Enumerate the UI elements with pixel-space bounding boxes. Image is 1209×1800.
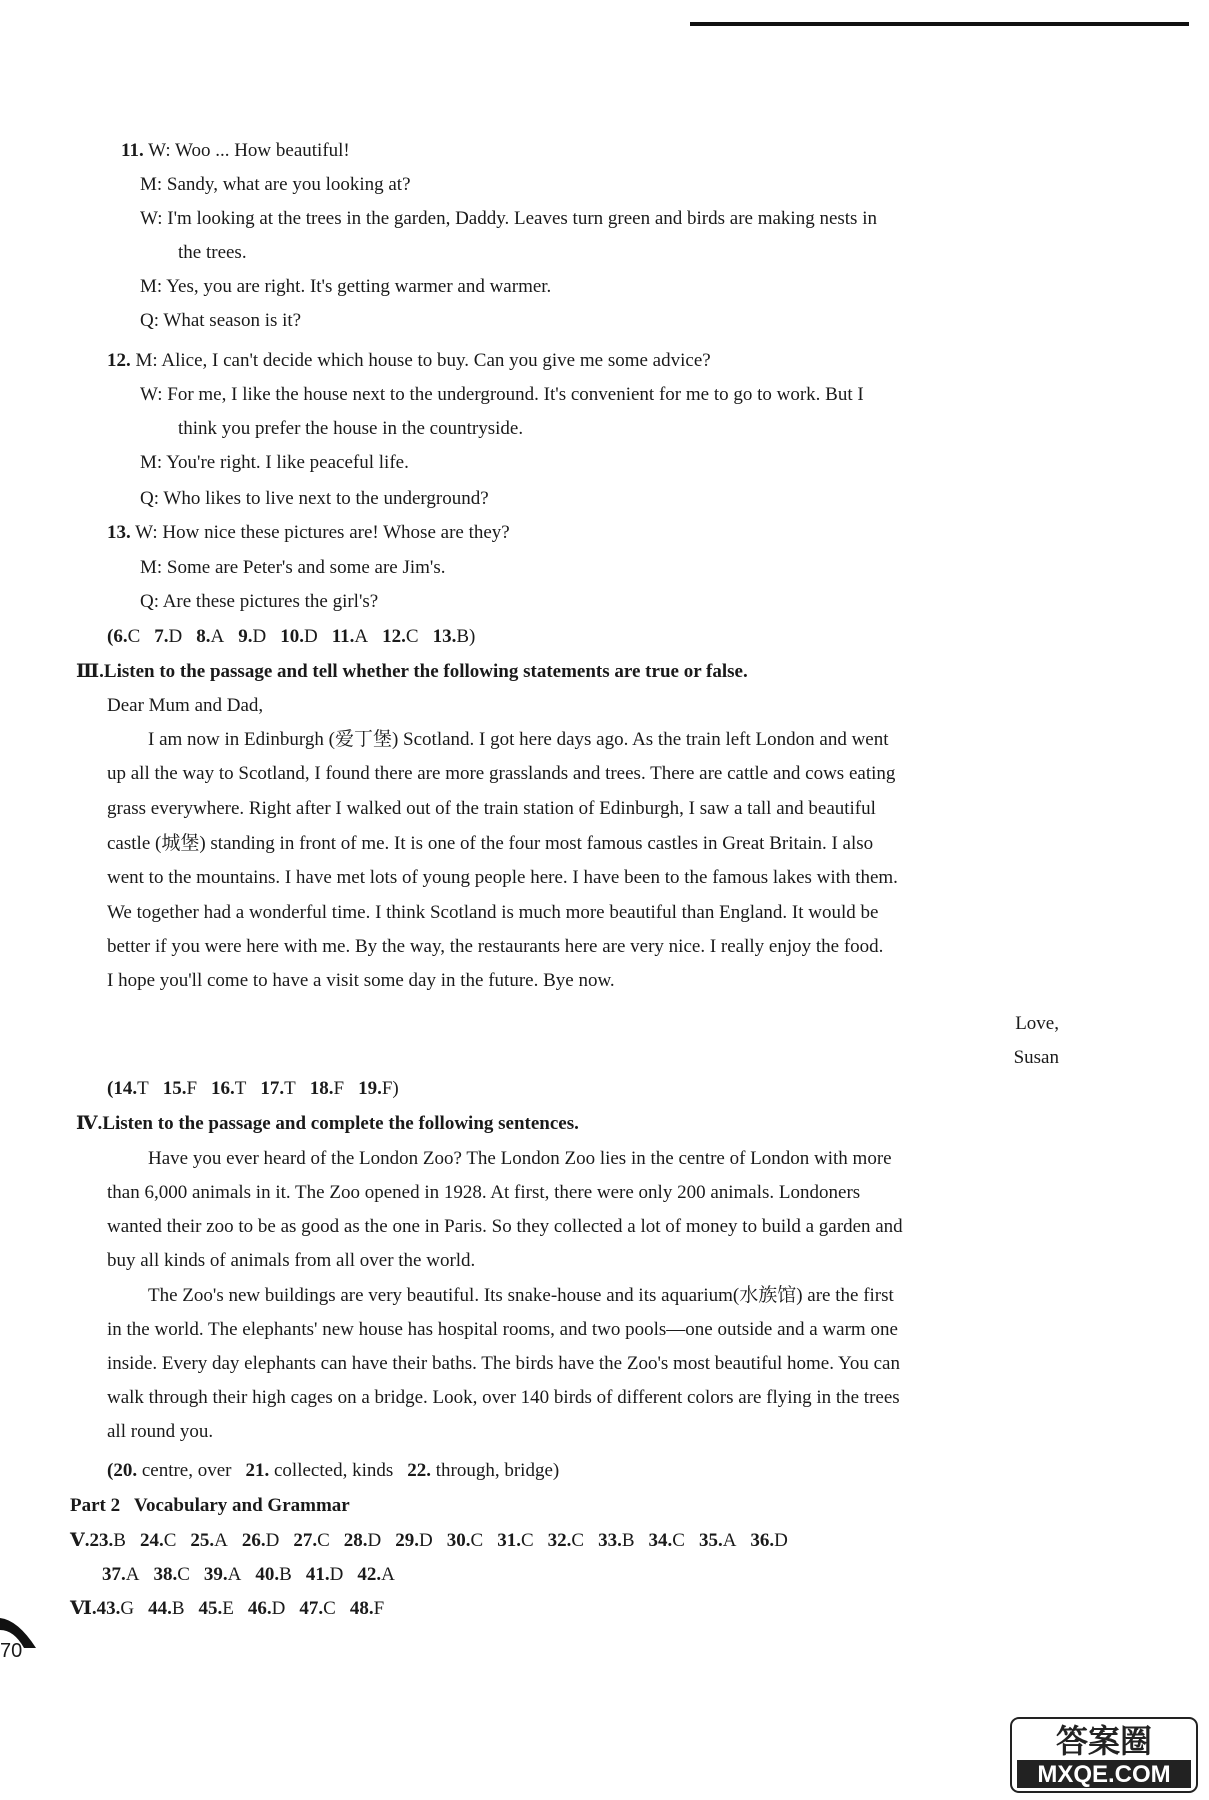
answer-number: 8.: [196, 626, 211, 647]
answer-number: 33.: [598, 1530, 622, 1551]
passage-p1-line-2: than 6,000 animals in it. The Zoo opened in 1928. At first, there were only 200 animals. Londoners: [107, 1182, 861, 1203]
passage-p1-line-4: buy all kinds of animals from all over the world.: [107, 1250, 476, 1271]
section-4-numeral: Ⅳ.: [76, 1113, 103, 1134]
answer-value: D: [265, 1530, 280, 1551]
answer-number: 17.: [260, 1078, 285, 1099]
answer-number: 9.: [238, 626, 253, 647]
answer-number: 35.: [698, 1530, 723, 1551]
dialogue-12-line-2: W: For me, I like the house next to the underground. It's convenient for me to go to work. But I: [140, 384, 864, 405]
answer-value: C: [520, 1530, 534, 1551]
answer-number: 26.: [241, 1530, 266, 1551]
dialogue-11-line-6: Q: What season is it?: [140, 310, 302, 331]
answer-value: A: [214, 1530, 228, 1551]
dialogue-11-line-4: the trees.: [178, 242, 247, 263]
answer-value: B: [171, 1598, 185, 1619]
answer-number: 48.: [349, 1598, 374, 1619]
watermark-bottom: MXQE.COM: [1037, 1761, 1171, 1788]
answer-value: C: [127, 626, 141, 647]
answer-number: 7.: [154, 626, 169, 647]
answer-number: 16.: [211, 1078, 235, 1099]
answer-number: 44.: [148, 1598, 172, 1619]
section-3-heading-text: Listen to the passage and tell whether the following statements are true or false.: [103, 661, 748, 682]
answer-number: 20.: [113, 1460, 138, 1481]
answer-value: A: [354, 626, 369, 647]
answer-value: F: [186, 1078, 198, 1099]
passage-p1-line-1: Have you ever heard of the London Zoo? The London Zoo lies in the centre of London with more: [148, 1148, 892, 1169]
answer-value: C: [672, 1530, 685, 1551]
answers-6-13: [107, 625, 475, 649]
passage-p1-line-3: wanted their zoo to be as good as the one in Paris. So they collected a lot of money to build a garden and: [107, 1216, 903, 1237]
answer-value: C: [470, 1530, 484, 1551]
answer-value: D: [252, 626, 267, 647]
answer-number: 37.: [102, 1564, 126, 1585]
answer-number: 15.: [162, 1078, 187, 1099]
dialogue-13-number: 13.: [107, 522, 131, 543]
dialogue-12-line-1: [107, 349, 711, 373]
section-5-row-1: [70, 1529, 788, 1553]
answer-number: 28.: [343, 1530, 368, 1551]
answer-value: F: [333, 1078, 345, 1099]
dialogue-12-line-4: M: You're right. I like peaceful life.: [140, 452, 409, 473]
answer-number: 46.: [247, 1598, 272, 1619]
section-4-heading: [76, 1112, 579, 1136]
answer-value: through, bridge: [435, 1460, 553, 1481]
answer-number: 10.: [280, 626, 304, 647]
answers-open-paren: (: [107, 1460, 114, 1481]
answer-number: 25.: [190, 1530, 215, 1551]
answer-number: 18.: [309, 1078, 334, 1099]
answers-close-paren: ): [469, 626, 476, 647]
dialogue-11-line-3: W: I'm looking at the trees in the garden, Daddy. Leaves turn green and birds are making nests in: [140, 208, 877, 229]
answer-number: 14.: [113, 1078, 138, 1099]
answer-value: collected, kinds: [274, 1460, 394, 1481]
answer-value: C: [405, 626, 419, 647]
letter-line-6: We together had a wonderful time. I think Scotland is much more beautiful than England. It would be: [107, 902, 879, 923]
dialogue-12-number: 12.: [107, 350, 131, 371]
answer-number: 30.: [446, 1530, 471, 1551]
answer-number: 22.: [407, 1460, 431, 1481]
dialogue-11-line-2: M: Sandy, what are you looking at?: [140, 174, 411, 195]
answer-number: 47.: [299, 1598, 324, 1619]
answer-number: 36.: [750, 1530, 775, 1551]
passage-p2-line-3: inside. Every day elephants can have their baths. The birds have the Zoo's most beautiful home. You can: [107, 1353, 900, 1374]
section-6-row: [70, 1597, 384, 1621]
answers-open-paren: (: [107, 626, 114, 647]
answer-value: C: [177, 1564, 190, 1585]
answer-value: A: [381, 1564, 395, 1585]
answer-value: F: [373, 1598, 385, 1619]
letter-line-2: up all the way to Scotland, I found there are more grasslands and trees. There are cattle and cows eating: [107, 763, 896, 784]
letter-line-8: I hope you'll come to have a visit some day in the future. Bye now.: [107, 970, 615, 991]
dialogue-11-text: W: Woo ... How beautiful!: [148, 140, 350, 161]
answer-number: 27.: [293, 1530, 318, 1551]
answer-value: D: [367, 1530, 382, 1551]
answer-number: 24.: [139, 1530, 164, 1551]
answer-number: 23.: [89, 1530, 114, 1551]
answer-value: T: [234, 1078, 247, 1099]
answer-value: D: [271, 1598, 286, 1619]
watermark-logo: [1009, 1716, 1199, 1794]
answer-value: A: [227, 1564, 242, 1585]
dialogue-12-line-3: think you prefer the house in the countryside.: [178, 418, 524, 439]
answers-close-paren: ): [392, 1078, 399, 1099]
answer-value: C: [317, 1530, 330, 1551]
answer-value: T: [284, 1078, 296, 1099]
answer-number: 6.: [113, 626, 128, 647]
dialogue-12-line-5: Q: Who likes to live next to the underground?: [140, 488, 489, 509]
section-4-heading-text: Listen to the passage and complete the following sentences.: [102, 1113, 579, 1134]
passage-p2-line-2: in the world. The elephants' new house has hospital rooms, and two pools—one outside and a warm one: [107, 1319, 898, 1340]
part-2-heading: Part 2 Vocabulary and Grammar: [70, 1495, 350, 1516]
section-5-row-2: [102, 1563, 395, 1587]
section-3-numeral: Ⅲ.: [76, 661, 104, 682]
answer-number: 12.: [382, 626, 406, 647]
answer-number: 19.: [358, 1078, 382, 1099]
answer-value: C: [323, 1598, 336, 1619]
answer-number: 40.: [255, 1564, 280, 1585]
answer-value: centre, over: [141, 1460, 232, 1481]
answer-number: 21.: [245, 1460, 270, 1481]
letter-closing: Love,: [1015, 1013, 1059, 1034]
answer-number: 38.: [153, 1564, 178, 1585]
answer-value: B: [113, 1530, 126, 1551]
answer-value: D: [303, 626, 318, 647]
dialogue-13-line-2: M: Some are Peter's and some are Jim's.: [140, 557, 446, 578]
answers-close-paren: ): [552, 1460, 560, 1481]
letter-line-3: grass everywhere. Right after I walked out of the train station of Edinburgh, I saw a tall and beautiful: [107, 798, 876, 819]
answer-value: B: [279, 1564, 292, 1585]
dialogue-12-text: M: Alice, I can't decide which house to buy. Can you give me some advice?: [135, 350, 711, 371]
passage-p2-line-1: The Zoo's new buildings are very beautiful. Its snake-house and its aquarium(水族馆) are the first: [148, 1285, 894, 1306]
answer-value: C: [163, 1530, 177, 1551]
answer-value: G: [120, 1598, 135, 1619]
dialogue-13-line-1: [107, 521, 510, 545]
answer-number: 41.: [305, 1564, 330, 1585]
answers-14-19: [107, 1077, 399, 1101]
dialogue-11-line-5: M: Yes, you are right. It's getting warmer and warmer.: [140, 276, 552, 297]
letter-signature: Susan: [1013, 1047, 1059, 1068]
answer-number: 43.: [96, 1598, 121, 1619]
answer-number: 11.: [331, 626, 355, 647]
letter-line-4: castle (城堡) standing in front of me. It is one of the four most famous castles in Great Britain. I also: [107, 833, 874, 854]
answer-value: A: [125, 1564, 140, 1585]
answer-value: A: [722, 1530, 737, 1551]
answers-open-paren: (: [107, 1078, 114, 1099]
answer-value: F: [381, 1078, 393, 1099]
answer-value: A: [210, 626, 225, 647]
page-number: 70: [0, 1640, 23, 1662]
answer-value: D: [419, 1530, 433, 1551]
section-6-numeral: Ⅵ.: [70, 1598, 97, 1619]
answer-number: 31.: [497, 1530, 521, 1551]
answer-number: 45.: [198, 1598, 223, 1619]
letter-line-1: I am now in Edinburgh (爱丁堡) Scotland. I got here days ago. As the train left London and went: [148, 729, 889, 750]
dialogue-11-number: 11.: [121, 140, 144, 161]
passage-p2-line-4: walk through their high cages on a bridge. Look, over 140 birds of different colors are flying in the trees: [107, 1387, 900, 1408]
passage-p2-line-5: all round you.: [107, 1421, 214, 1442]
watermark-top: 答案圈: [1055, 1723, 1153, 1759]
answer-value: D: [774, 1530, 788, 1551]
answer-number: 42.: [357, 1564, 382, 1585]
dialogue-13-text: W: How nice these pictures are! Whose are they?: [135, 522, 510, 543]
answer-number: 13.: [432, 626, 457, 647]
answer-number: 34.: [648, 1530, 673, 1551]
answer-value: D: [329, 1564, 344, 1585]
answer-value: B: [456, 626, 470, 647]
letter-salutation: Dear Mum and Dad,: [107, 695, 264, 716]
answer-value: C: [571, 1530, 585, 1551]
answer-number: 32.: [547, 1530, 572, 1551]
dialogue-13-line-3: Q: Are these pictures the girl's?: [140, 591, 379, 612]
answer-value: E: [222, 1598, 234, 1619]
section-5-numeral: Ⅴ.: [70, 1530, 90, 1551]
letter-line-5: went to the mountains. I have met lots of young people here. I have been to the famous lakes with them.: [107, 867, 898, 888]
section-3-heading: [76, 660, 748, 684]
answer-number: 29.: [395, 1530, 420, 1551]
answer-number: 39.: [203, 1564, 228, 1585]
answer-value: B: [621, 1530, 635, 1551]
answers-20-22: [107, 1459, 559, 1483]
letter-line-7: better if you were here with me. By the way, the restaurants here are very nice. I really enjoy the food.: [107, 936, 884, 957]
dialogue-11-line-1: [121, 139, 350, 163]
answer-value: D: [168, 626, 183, 647]
answer-value: T: [137, 1078, 149, 1099]
